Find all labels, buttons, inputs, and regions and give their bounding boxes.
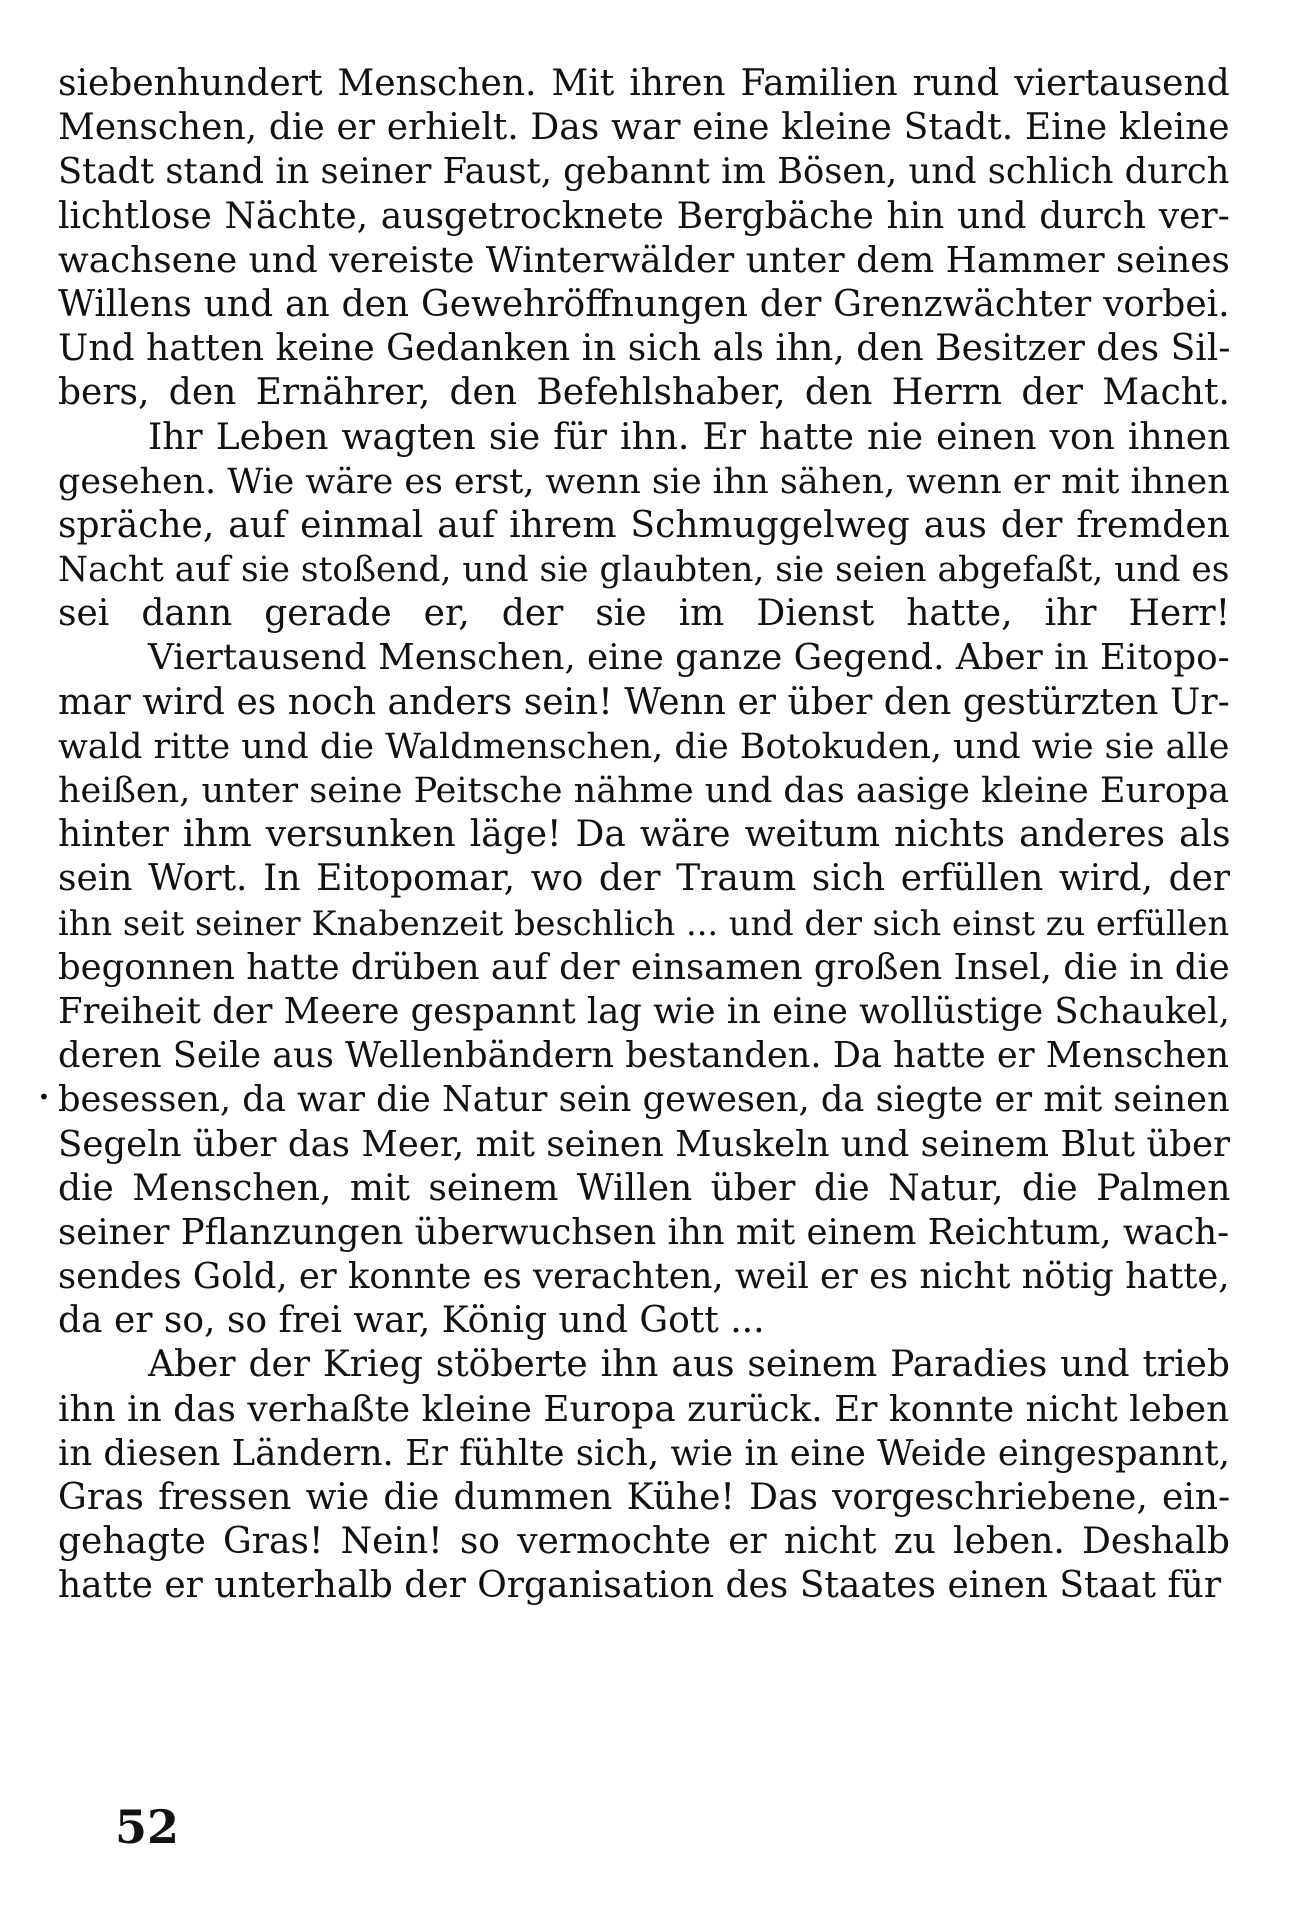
text-line: spräche, auf einmal auf ihrem Schmuggelweg aus der fremden xyxy=(58,504,1230,546)
text-line: lichtlose Nächte, ausgetrocknete Bergbäche hin und durch ver- xyxy=(58,195,1230,237)
text-line: besessen, da war die Natur sein gewesen, da siegte er mit seinen xyxy=(58,1079,1230,1121)
text-line: hatte er unterhalb der Organisation des Staates einen Staat für xyxy=(58,1565,1222,1607)
text-line: seiner Pflanzungen überwuchsen ihn mit einem Reichtum, wach- xyxy=(58,1211,1230,1253)
text-line: in diesen Ländern. Er fühlte sich, wie in eine Weide eingespannt, xyxy=(58,1432,1230,1474)
text-line: Menschen, die er erhielt. Das war eine kleine Stadt. Eine kleine xyxy=(58,107,1230,149)
text-line: die Menschen, mit seinem Willen über die Natur, die Palmen xyxy=(58,1167,1230,1209)
margin-mark: • xyxy=(38,1085,50,1109)
text-line: Segeln über das Meer, mit seinen Muskeln und seinem Blut über xyxy=(58,1123,1230,1165)
text-line: gehagte Gras! Nein! so vermochte er nicht zu leben. Deshalb xyxy=(58,1521,1230,1563)
text-line: Gras fressen wie die dummen Kühe! Das vorgeschriebene, ein- xyxy=(58,1477,1230,1518)
text-line: da er so, so frei war, König und Gott ... xyxy=(58,1300,765,1342)
text-line: sein Wort. In Eitopomar, wo der Traum sich erfüllen wird, der xyxy=(58,858,1230,900)
body-text xyxy=(58,62,1230,1609)
text-line: deren Seile aus Wellenbändern bestanden. Da hatte er Menschen xyxy=(58,1035,1230,1077)
text-line: sei dann gerade er, der sie im Dienst hatte, ihr Herr! xyxy=(58,593,1230,635)
text-line: wachsene und vereiste Winterwälder unter dem Hammer seines xyxy=(58,239,1230,281)
text-line: gesehen. Wie wäre es erst, wenn sie ihn sähen, wenn er mit ihnen xyxy=(58,461,1230,502)
text-line: Freiheit der Meere gespannt lag wie in eine wollüstige Schaukel, xyxy=(58,990,1230,1032)
text-line: Viertausend Menschen, eine ganze Gegend. Aber in Eitopo- xyxy=(148,637,1230,679)
text-line: Und hatten keine Gedanken in sich als ihn, den Besitzer des Sil- xyxy=(58,328,1230,370)
text-line: Ihr Leben wagten sie für ihn. Er hatte nie einen von ihnen xyxy=(148,416,1230,458)
text-line: heißen, unter seine Peitsche nähme und das aasige kleine Europa xyxy=(58,770,1230,811)
text-line: wald ritte und die Waldmenschen, die Botokuden, und wie sie alle xyxy=(58,726,1230,767)
text-line: siebenhundert Menschen. Mit ihren Familien rund viertausend xyxy=(58,63,1230,104)
text-line: Stadt stand in seiner Faust, gebannt im Bösen, und schlich durch xyxy=(58,151,1230,193)
text-line: bers, den Ernährer, den Befehlshaber, den Herrn der Macht. xyxy=(58,372,1230,414)
text-line: sendes Gold, er konnte es verachten, weil er es nicht nötig hatte, xyxy=(58,1256,1230,1298)
text-line: begonnen hatte drüben auf der einsamen großen Insel, die in die xyxy=(58,946,1230,988)
text-line: Willens und an den Gewehröffnungen der Grenzwächter vorbei. xyxy=(58,283,1230,325)
text-line: Nacht auf sie stoßend, und sie glaubten, sie seien abgefaßt, und es xyxy=(58,550,1230,591)
text-line: ihn in das verhaßte kleine Europa zurück. Er konnte nicht leben xyxy=(58,1388,1230,1430)
text-line: ihn seit seiner Knabenzeit beschlich ... und der sich einst zu erfüllen xyxy=(58,903,1230,943)
text-line: mar wird es noch anders sein! Wenn er über den gestürzten Ur- xyxy=(58,681,1230,723)
text-line: Aber der Krieg stöberte ihn aus seinem Paradies und trieb xyxy=(148,1344,1230,1386)
text-line: hinter ihm versunken läge! Da wäre weitum nichts anderes als xyxy=(58,814,1230,856)
page-number: 52 xyxy=(115,1800,180,1854)
